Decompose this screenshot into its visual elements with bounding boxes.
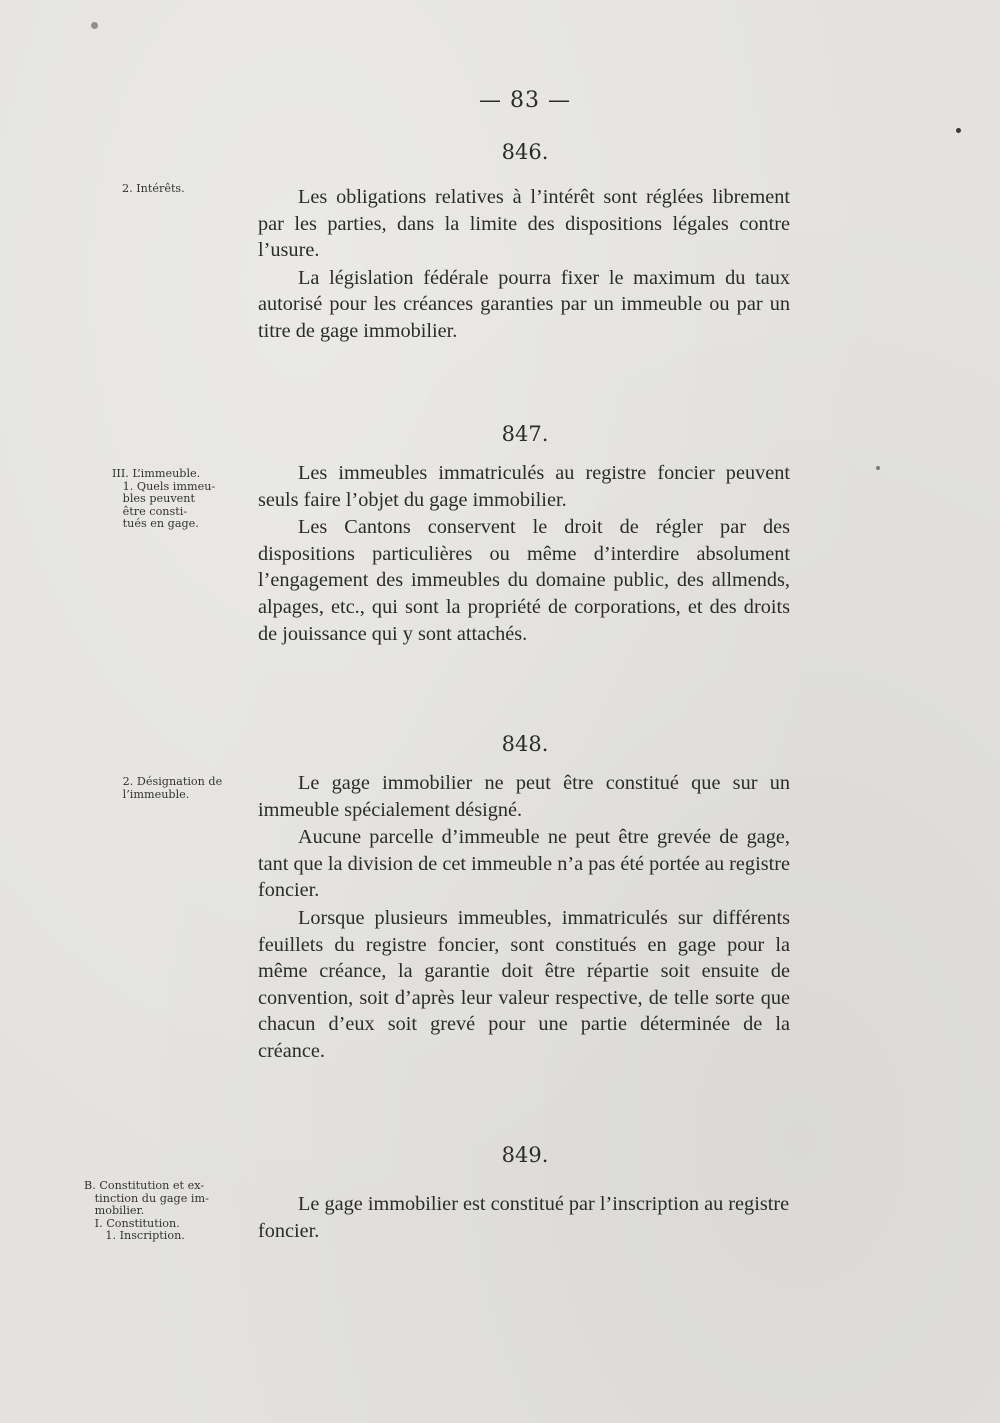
- article-847: [258, 422, 790, 648]
- article-number: 846.: [501, 140, 549, 164]
- page-number: — 83 —: [479, 88, 571, 113]
- margin-note-849: [84, 1180, 209, 1243]
- article-number: 848.: [501, 732, 549, 756]
- ink-speck: [956, 128, 961, 133]
- article-paragraph: Les immeubles immatriculés au registre foncier peuvent seuls faire l’objet du gage immobilier.: [258, 462, 790, 511]
- article-848: [258, 732, 790, 1066]
- article-849: [258, 1143, 790, 1245]
- margin-note-line: I. Constitution.: [84, 1216, 180, 1230]
- margin-note-line: l’immeuble.: [112, 787, 190, 801]
- margin-note-line: 1. Inscription.: [84, 1229, 185, 1242]
- ink-speck: [876, 466, 880, 470]
- margin-note-line: 1. Quels immeu-: [112, 479, 216, 493]
- margin-note-line: être consti-: [112, 504, 188, 518]
- article-paragraph: Lorsque plusieurs immeubles, immatriculés sur différents feuillets du registre foncier, sont constitués en gage pour la même créance, la garantie doit être répartie soit ensuite de convention, soit d’après leur valeur respective, de telle sorte que chacun d’eux soit grevé pour une partie déterminée de la créance.: [258, 906, 790, 1062]
- ink-speck: [91, 22, 98, 29]
- article-paragraph: Les obligations relatives à l’intérêt sont réglées librement par les parties, dans la limite des dispositions légales contre l’usure.: [258, 186, 790, 262]
- article-846: [258, 140, 790, 346]
- article-paragraph: Aucune parcelle d’immeuble ne peut être grevée de gage, tant que la division de cet immeuble n’a pas été portée au registre foncier.: [258, 826, 790, 902]
- margin-note-line: tués en gage.: [112, 517, 199, 530]
- margin-note-line: tinction du gage im-: [84, 1191, 209, 1205]
- article-paragraph: Le gage immobilier ne peut être constitué que sur un immeuble spécialement désigné.: [258, 772, 790, 821]
- article-paragraph: La législation fédérale pourra fixer le maximum du taux autorisé pour les créances garanties par un immeuble ou par un titre de gage immobilier.: [258, 266, 790, 342]
- article-paragraph: Le gage immobilier est constitué par l’inscription au registre foncier.: [258, 1193, 790, 1242]
- margin-note-line: mobilier.: [84, 1204, 145, 1217]
- article-number: 849.: [501, 1143, 549, 1167]
- margin-note-847: [112, 468, 215, 531]
- margin-note-line: 2. Désignation de: [112, 775, 223, 788]
- margin-note-846: [122, 183, 185, 196]
- margin-note-line: bles peuvent: [112, 492, 195, 505]
- article-number: 847.: [501, 422, 549, 446]
- article-paragraph: Les Cantons conservent le droit de régler par des dispositions particulières ou même d’interdire absolument l’engagement des immeubles du domaine public, des allmends, alpages, etc., qui sont la propriété de corporations, et des droits de jouissance qui y sont attachés.: [258, 516, 790, 645]
- margin-note-line: III. L’immeuble.: [112, 467, 201, 480]
- margin-note-848: [112, 776, 222, 801]
- margin-note-line: B. Constitution et ex-: [84, 1179, 205, 1192]
- margin-note-line: 2. Intérêts.: [122, 182, 185, 195]
